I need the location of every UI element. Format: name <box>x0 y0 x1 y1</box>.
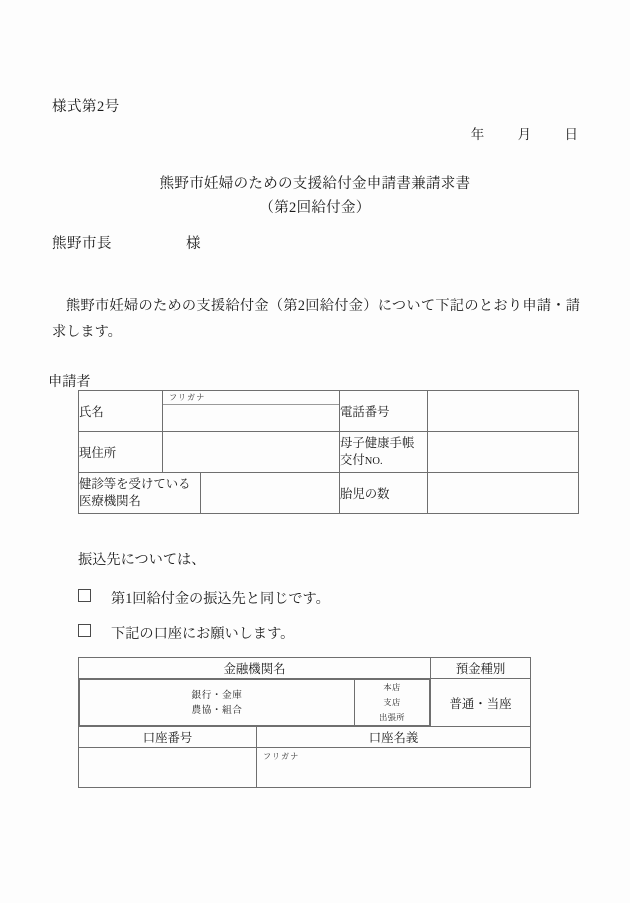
branch-type-line1: 本店 <box>383 683 401 692</box>
deposit-type-options[interactable]: 普通・当座 <box>431 679 531 727</box>
account-name-field-cell[interactable] <box>257 748 531 788</box>
addressee <box>52 232 201 253</box>
medical-institution-field-cell[interactable] <box>201 473 340 514</box>
checkbox-icon[interactable] <box>78 589 91 602</box>
account-number-header: 口座番号 <box>79 727 257 748</box>
medical-institution-label-line2: 医療機関名 <box>79 494 141 508</box>
furigana-label: フリガナ <box>263 752 300 761</box>
table-row <box>79 391 579 432</box>
maternal-handbook-label-line2: 交付NO. <box>340 452 383 467</box>
deposit-type-header: 預金種別 <box>431 658 531 679</box>
bank-institution-header: 金融機関名 <box>79 658 431 679</box>
account-number-field-cell[interactable] <box>79 748 257 788</box>
table-row <box>79 658 531 679</box>
applicant-section-label: 申請者 <box>48 374 91 390</box>
transfer-option-label: 下記の口座にお願いします。 <box>111 626 295 642</box>
fetus-count-label: 胎児の数 <box>340 473 428 514</box>
addressee-name: 熊野市長 <box>52 236 112 252</box>
transfer-option-use-account-below[interactable] <box>78 623 294 643</box>
applicant-phone-field-cell[interactable] <box>428 391 579 432</box>
branch-type-line2: 支店 <box>383 698 401 707</box>
furigana-label: フリガナ <box>163 391 339 405</box>
transfer-intro-text: 振込先については、 <box>78 552 206 568</box>
medical-institution-label-line1: 健診等を受けている <box>79 477 191 491</box>
applicant-name-label: 氏名 <box>79 391 163 432</box>
bank-type-line2: 農協・組合 <box>191 704 243 716</box>
table-row <box>79 679 531 727</box>
branch-type-line3: 出張所 <box>379 713 405 722</box>
addressee-honorific: 様 <box>186 236 201 252</box>
table-row <box>79 473 579 514</box>
table-row <box>79 727 531 748</box>
bank-account-table <box>78 657 531 788</box>
fetus-count-field-cell[interactable] <box>428 473 579 514</box>
date-line <box>0 123 578 143</box>
date-day-label: 日 <box>564 127 578 142</box>
bank-institution-types <box>80 680 355 726</box>
date-month-label: 月 <box>517 127 532 142</box>
transfer-option-same-as-first[interactable] <box>78 588 330 608</box>
maternal-handbook-label-line1: 母子健康手帳 <box>340 435 415 450</box>
date-year-label: 年 <box>470 127 485 142</box>
branch-types <box>355 680 430 726</box>
maternal-handbook-field-cell[interactable] <box>428 432 579 473</box>
page-title: 熊野市妊婦のための支援給付金申請書兼請求書 <box>159 176 471 192</box>
medical-institution-label <box>79 473 201 514</box>
applicant-phone-label: 電話番号 <box>340 391 428 432</box>
bank-type-line1: 銀行・金庫 <box>191 689 243 701</box>
applicant-address-field-cell[interactable] <box>163 432 340 473</box>
account-name-header: 口座名義 <box>257 727 531 748</box>
body-paragraph: 熊野市妊婦のための支援給付金（第2回給付金）について下記のとおり申請・請求します。 <box>52 298 580 340</box>
applicant-address-label: 現住所 <box>79 432 163 473</box>
table-row <box>79 432 579 473</box>
table-row <box>79 748 531 788</box>
page-subtitle: （第2回給付金） <box>259 200 371 216</box>
bank-institution-field-cell[interactable] <box>79 679 431 727</box>
maternal-handbook-label <box>340 432 428 473</box>
form-number: 様式第2号 <box>52 99 120 115</box>
applicant-table <box>78 390 579 514</box>
checkbox-icon[interactable] <box>78 624 91 637</box>
transfer-option-label: 第1回給付金の振込先と同じです。 <box>111 591 330 607</box>
applicant-name-field-cell[interactable] <box>163 391 340 432</box>
